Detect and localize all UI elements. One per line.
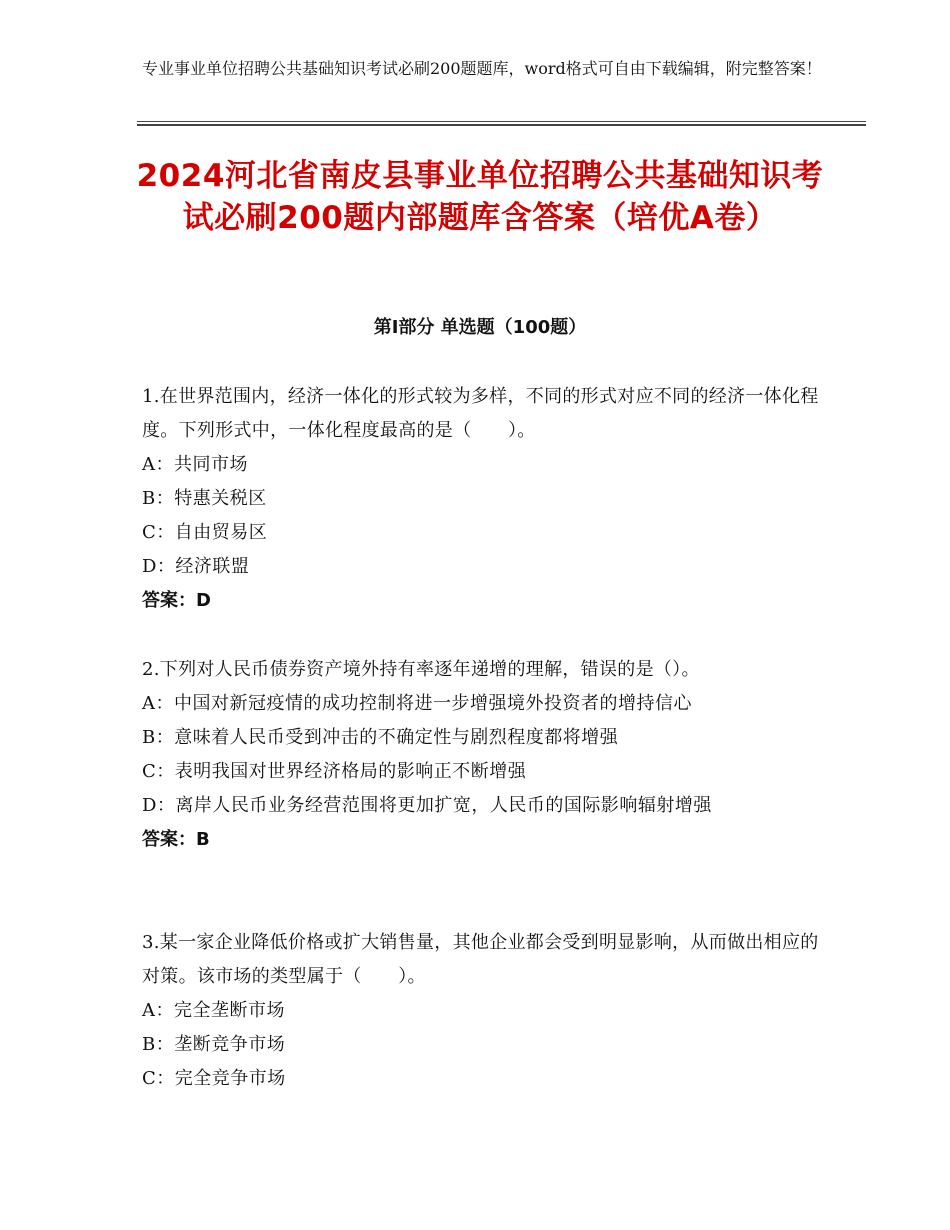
question-1 xyxy=(142,380,822,618)
header-divider-thick xyxy=(137,124,866,126)
option-d: D：离岸人民币业务经营范围将更加扩宽，人民币的国际影响辐射增强 xyxy=(142,795,712,816)
option-b: B：垄断竞争市场 xyxy=(142,1034,286,1055)
question-2 xyxy=(142,653,822,857)
question-stem: 3.某一家企业降低价格或扩大销售量，其他企业都会受到明显影响，从而做出相应的对策。该市场的类型属于（ ）。 xyxy=(142,932,819,987)
option-c: C：自由贸易区 xyxy=(142,522,268,543)
answer-line: 答案：D xyxy=(142,590,211,611)
answer-line: 答案：B xyxy=(142,829,210,850)
header-note: 专业事业单位招聘公共基础知识考试必刷200题题库，word格式可自由下载编辑，附完整答案！ xyxy=(142,59,822,78)
question-stem: 1.在世界范围内，经济一体化的形式较为多样，不同的形式对应不同的经济一体化程度。下列形式中，一体化程度最高的是（ ）。 xyxy=(142,386,819,441)
section-heading: 第Ⅰ部分 单选题（100题） xyxy=(373,317,587,338)
option-c: C：完全竞争市场 xyxy=(142,1068,286,1089)
option-b: B：特惠关税区 xyxy=(142,488,267,509)
question-stem: 2.下列对人民币债券资产境外持有率逐年递增的理解，错误的是（）。 xyxy=(142,659,700,680)
option-c: C：表明我国对世界经济格局的影响正不断增强 xyxy=(142,761,527,782)
option-b: B：意味着人民币受到冲击的不确定性与剧烈程度都将增强 xyxy=(142,727,619,748)
document-title: 2024河北省南皮县事业单位招聘公共基础知识考试必刷200题内部题库含答案（培优A卷） xyxy=(136,158,824,236)
option-d: D：经济联盟 xyxy=(142,556,250,577)
option-a: A：共同市场 xyxy=(142,454,248,475)
option-a: A：中国对新冠疫情的成功控制将进一步增强境外投资者的增持信心 xyxy=(142,693,692,714)
header-divider-thin xyxy=(137,121,866,122)
option-a: A：完全垄断市场 xyxy=(142,1000,285,1021)
question-3 xyxy=(142,926,822,1096)
